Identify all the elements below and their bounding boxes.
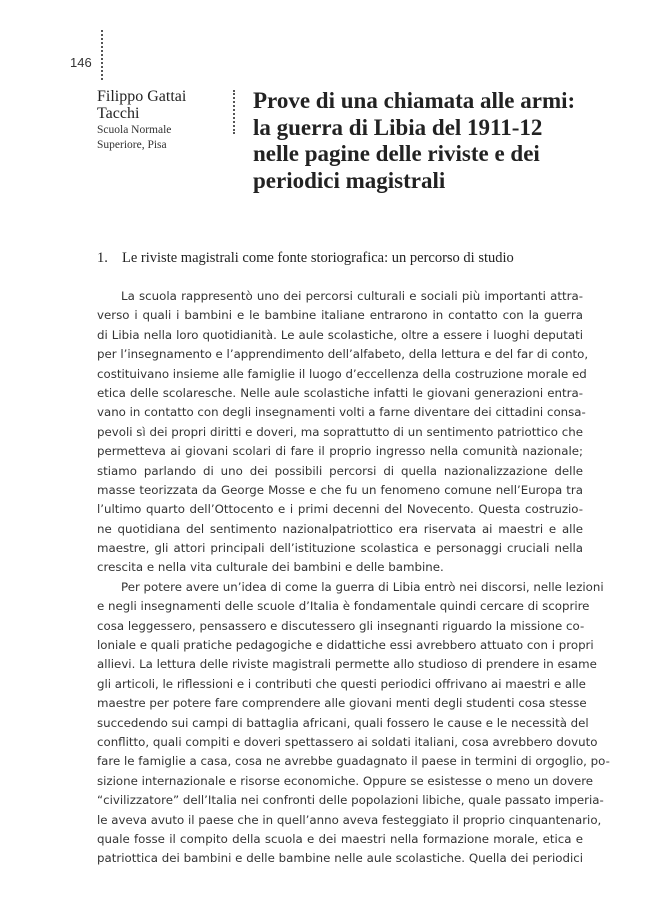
text-line: patriottica dei bambini e delle bambine nelle aule scolastiche. Quella dei periodici [97, 851, 583, 866]
article-title: Prove di una chiamata alle armi: la guerra di Libia del 1911-12 nelle pagine delle riviste e dei periodici magistrali [253, 88, 576, 193]
author-block [97, 88, 217, 153]
text-line: Per potere avere un’idea di come la guerra di Libia entrò nei discorsi, nelle lezioni [121, 579, 604, 594]
text-line: conflitto, quali compiti e doveri spettassero ai soldati italiani, cosa avrebbero dovuto [97, 734, 598, 749]
author-affiliation-line: Scuola Normale [97, 124, 172, 136]
text-line: quale fosse il compito della scuola e dei maestri nella formazione morale, etica e [97, 831, 583, 846]
text-line: e negli insegnamenti delle scuole d’Italia è fondamentale quindi cercare di scoprire [97, 599, 590, 614]
text-line: di Libia nella loro quotidianità. Le aule scolastiche, oltre a essere i luoghi deputati [97, 327, 583, 342]
text-line: fare le famiglie a casa, cosa ne avrebbe guadagnato il paese in termini di orgoglio, po- [97, 754, 610, 769]
author-affiliation-line: Superiore, Pisa [97, 139, 167, 151]
text-line: permetteva ai giovani scolari di fare il proprio ingresso nella comunità nazionale; [97, 444, 583, 459]
author-name: Filippo Gattai Tacchi [97, 88, 187, 122]
text-line: crescita e nella vita culturale dei bambini e delle bambine. [97, 560, 444, 575]
text-line: La scuola rappresentò uno dei percorsi culturali e sociali più importanti attra- [121, 289, 583, 303]
text-line: sizione internazionale e risorse economiche. Oppure se esistesse o meno un dovere [97, 773, 594, 788]
page-number-divider [101, 30, 103, 80]
text-line: succedendo sui campi di battaglia africani, quali fossero le cause e le necessità del [97, 715, 589, 730]
text-line: masse teorizzata da George Mosse e che fu un fenomeno comune nell’Europa tra [97, 482, 583, 497]
text-line: maestre, gli attori principali dell’istituzione scolastica e personaggi cruciali nella [97, 541, 583, 556]
text-line: loniale e quali pratiche pedagogiche e didattiche essi avrebbero attuato con i propri [97, 638, 594, 653]
section-number: 1. [97, 250, 108, 266]
text-line: le aveva avuto il paese che in quell’anno aveva festeggiato il proprio cinquantenario, [97, 812, 602, 827]
title-divider [233, 90, 235, 134]
section-title: Le riviste magistrali come fonte storiografica: un percorso di studio [122, 250, 514, 266]
text-line: allievi. La lettura delle riviste magistrali permette allo studioso di prendere in esame [97, 657, 597, 672]
author-affiliation [97, 123, 217, 153]
section-heading [97, 250, 514, 267]
text-line: costituivano insieme alle famiglie il luogo d’eccellenza della costruzione morale ed [97, 366, 587, 381]
text-line: ne quotidiana del sentimento nazionalpatriottico era riservata ai maestri e alle [97, 521, 583, 536]
text-line: maestre per potere fare comprendere alle giovani menti degli studenti cosa stesse [97, 696, 587, 711]
text-line: l’ultimo quarto dell’Ottocento e i primi decenni del Novecento. Questa costruzio- [97, 502, 583, 517]
text-line: verso i quali i bambini e le bambine italiane entrarono in contatto con la guerra [97, 308, 583, 323]
body-text [97, 287, 610, 869]
page-number: 146 [70, 55, 92, 70]
text-line: pevoli sì dei propri diritti e doveri, ma soprattutto di un sentimento patriottico che [97, 424, 583, 439]
text-line: cosa leggessero, pensassero e discutessero gli insegnanti riguardo la missione co- [97, 618, 585, 633]
text-line: “civilizzatore” dell’Italia nei confronti delle popolazioni libiche, quale passato imperia- [97, 793, 604, 808]
paragraph [97, 287, 589, 578]
text-line: etica delle scolaresche. Nelle aule scolastiche infatti le giovani generazioni entra- [97, 385, 583, 400]
text-line: stiamo parlando di uno dei possibili percorsi di quella nazionalizzazione delle [97, 463, 583, 478]
paragraph [97, 578, 610, 869]
text-line: vano in contatto con degli insegnamenti volti a farne diventare dei cittadini consa- [97, 405, 586, 420]
text-line: per l’insegnamento e l’apprendimento dell’alfabeto, della lettura e del far di conto, [97, 347, 589, 362]
text-line: gli articoli, le riflessioni e i contributi che questi periodici offrivano ai maestri e alle [97, 676, 586, 691]
